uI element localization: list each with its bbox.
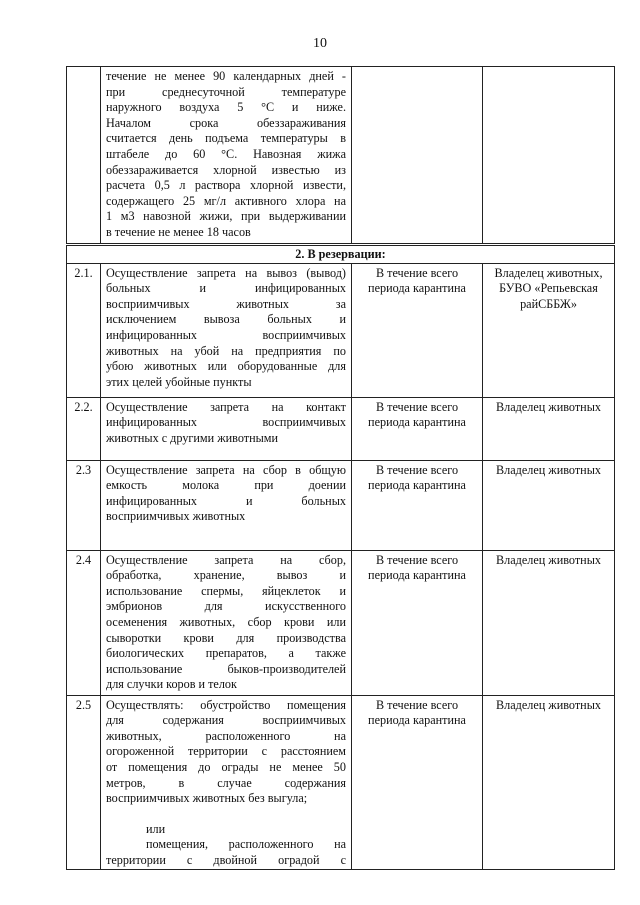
action-line: сыворотки крови для производства xyxy=(106,630,346,645)
row-number: 2.2. xyxy=(67,397,101,460)
action-line: этих целей убойные пункты xyxy=(106,374,252,389)
cell-term xyxy=(352,67,483,245)
table-row xyxy=(67,550,615,695)
cell-action-continuation xyxy=(101,67,352,245)
action-line: использование быков-производителей xyxy=(106,661,346,676)
action-line: инфицированных и больных xyxy=(106,493,346,508)
action-line: обеззараживается хлорной известью из xyxy=(106,162,346,177)
cell-responsible: Владелец животных xyxy=(483,550,615,695)
row-number: 2.3 xyxy=(67,460,101,550)
cell-action xyxy=(101,263,352,397)
action-line: инфицированных восприимчивых xyxy=(106,415,346,430)
action-line: наружного воздуха 5 °С и ниже. xyxy=(106,100,346,115)
action-line: емкость молока при доении xyxy=(106,478,346,493)
action-line: Осуществление запрета на вывоз (вывод) xyxy=(106,265,346,280)
action-line: биологических препаратов, а также xyxy=(106,646,346,661)
page-number: 10 xyxy=(313,36,327,51)
action-line: Началом срока обеззараживания xyxy=(106,115,346,130)
action-line: течение не менее 90 календарных дней - xyxy=(106,69,346,83)
action-line: в течение не менее 18 часов xyxy=(106,224,251,239)
action-line: при среднесуточной температуре xyxy=(106,84,346,99)
action-line: животных с другими животными xyxy=(106,430,279,445)
action-line: использование спермы, яйцеклеток и xyxy=(106,583,346,598)
action-line: 1 м3 навозной жижи, при выдерживании xyxy=(106,209,346,224)
section-row xyxy=(67,245,615,264)
action-line: исключением вывоза больных и xyxy=(106,312,346,327)
row-number: 2.1. xyxy=(67,263,101,397)
cell-term: В течение всего периода карантина xyxy=(352,397,483,460)
table-row-continuation xyxy=(67,67,615,245)
action-line: восприимчивых животных без выгула; xyxy=(106,791,308,806)
action-line: расчета 0,5 л раствора хлорной извести, xyxy=(106,178,346,193)
action-line: Осуществлять: обустройство помещения xyxy=(106,697,346,712)
cell-responsible: Владелец животных xyxy=(483,397,615,460)
action-line: восприимчивых животных xyxy=(106,509,246,524)
action-line: от помещения до ограды не менее 50 xyxy=(106,759,346,774)
action-line: Осуществление запрета на сбор, xyxy=(106,552,346,567)
table-row xyxy=(67,460,615,550)
action-line: убою животных или оборудованные для xyxy=(106,359,346,374)
table-row xyxy=(67,263,615,397)
section-title: 2. В резервации: xyxy=(67,245,615,264)
cell-term: В течение всего периода карантина xyxy=(352,263,483,397)
action-line: для случки коров и телок xyxy=(106,677,237,692)
cell-term: В течение всего периода карантина xyxy=(352,460,483,550)
cell-action xyxy=(101,397,352,460)
action-line: штабеле до 60 °С. Навозная жижа xyxy=(106,146,346,161)
or-label: или xyxy=(146,821,166,836)
action-line: больных и инфицированных xyxy=(106,281,346,296)
cell-action xyxy=(101,550,352,695)
table-row xyxy=(67,695,615,869)
action-line: восприимчивых животных за xyxy=(106,296,346,311)
action-line: метров, в случае содержания xyxy=(106,775,346,790)
action-line: для содержания восприимчивых xyxy=(106,713,346,728)
action-line: обработка, хранение, вывоз и xyxy=(106,568,346,583)
cell-responsible: Владелец животных xyxy=(483,460,615,550)
action-line: Осуществление запрета на сбор в общую xyxy=(106,462,346,477)
cell-term: В течение всего периода карантина xyxy=(352,695,483,869)
action-line: животных, расположенного на xyxy=(106,728,346,743)
table-row xyxy=(67,397,615,460)
cell-responsible: Владелец животных, БУВО «Репьевская райСББЖ» xyxy=(483,263,615,397)
cell-responsible xyxy=(483,67,615,245)
action-line: осеменения животных, сбор крови или xyxy=(106,614,346,629)
action-line: считается день подъема температуры в xyxy=(106,131,346,146)
blank-line xyxy=(106,807,346,822)
action-line: огороженной территории с расстоянием xyxy=(106,744,346,759)
cell-action xyxy=(101,460,352,550)
action-line: Осуществление запрета на контакт xyxy=(106,399,346,414)
measures-table xyxy=(66,66,615,870)
action-line: территории с двойной оградой с xyxy=(106,852,346,867)
row-number: 2.4 xyxy=(67,550,101,695)
row-number: 2.5 xyxy=(67,695,101,869)
action-line: содержащего 25 мг/л активного хлора на xyxy=(106,193,346,208)
cell-responsible: Владелец животных xyxy=(483,695,615,869)
action-line: инфицированных восприимчивых xyxy=(106,327,346,342)
action-line: помещения, расположенного на xyxy=(146,837,346,852)
cell-term: В течение всего периода карантина xyxy=(352,550,483,695)
action-line: животных на убой на предприятия по xyxy=(106,343,346,358)
action-line: эмбрионов для искусственного xyxy=(106,599,346,614)
cell-action xyxy=(101,695,352,869)
cell-num xyxy=(67,67,101,245)
